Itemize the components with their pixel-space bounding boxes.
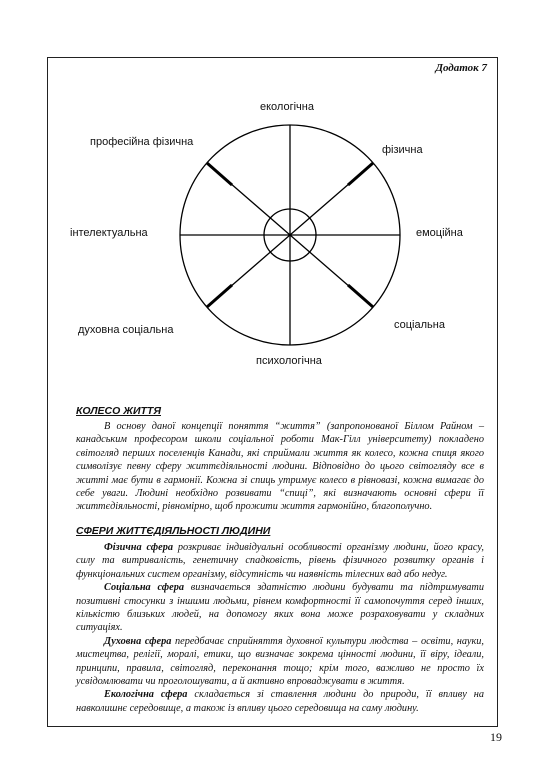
wheel-of-life-text: В основу даної концепції поняття “життя” (запропонованої Біллом Райном – канадським професором школи соціальної роботи Мак-Гілл університету) покладено світогляд перших поселенців Канади, які сприймали життя як колесо, кожна спиця якого символізує певну сферу життєдіяльності людини. Відповідно до цього світогляду все в житті має бути в гармонії. Кожна зі спиць утримує колесо в рівновазі, кожна вимагає до себе уваги. Людині необхідно розвивати “спиці”, які визначають основні сфери її життєдіяльності, рівномірно, щоб прожити життя гармонійно, благополучно. [76,421,484,513]
physical-sphere-paragraph [76,541,484,581]
ecological-sphere-term: Екологічна сфера [104,689,188,701]
spoke-highlight-bottom-right [348,285,373,307]
appendix-label: Додаток 7 [435,62,487,74]
wheel-label-psychological: психологічна [256,355,322,367]
section-title-wheel-of-life: КОЛЕСО ЖИТТЯ [76,405,161,417]
ecological-sphere-text: складається зі ставлення людини до природи, її впливу на навколишнє середовище, а також із впливу цього середовища на саму людину. [76,689,484,714]
section-title-life-spheres: СФЕРИ ЖИТТЄДІЯЛЬНОСТІ ЛЮДИНИ [76,525,271,537]
life-spheres-text [76,541,484,715]
spoke-highlight-bottom-left [207,285,232,307]
social-sphere-text: визначається здатністю людини будувати та підтримувати позитивні стосунки з іншими людьми, рівнем комфортності її самопочуття серед інших, кількістю близьких людей, на допомогу яких вона може розраховувати у складних ситуаціях. [76,582,484,634]
physical-sphere-text: розкриває індивідуальні особливості організму людини, його красу, силу та витривалість, генетичну спадковість, рівень фізичного розвитку органів і функціональних систем організму, відсутність чи наявність тілесних вад або недуг. [76,542,484,580]
spiritual-sphere-paragraph [76,635,484,689]
wheel-label-professional-physical: професійна фізична [90,136,194,148]
wheel-label-intellectual: інтелектуальна [70,227,148,239]
spoke-highlight-top-left [207,163,232,185]
wheel-label-emotional: емоційна [416,227,463,239]
wheel-label-social: соціальна [394,319,445,331]
wheel-label-spiritual-social: духовна соціальна [78,324,174,336]
physical-sphere-term: Фізична сфера [104,542,173,553]
social-sphere-term: Соціальна сфера [104,582,185,594]
page-number: 19 [490,730,502,744]
wheel-of-life-paragraph [76,420,484,514]
spoke-highlight-top-right [348,163,373,185]
social-sphere-paragraph [76,581,484,635]
wheel-label-ecological: екологічна [260,101,314,113]
spiritual-sphere-term: Духовна сфера [104,635,172,647]
spiritual-sphere-text: передбачає сприйняття духовної культури людства – освіти, науки, мистецтва, релігії, моралі, етики, що визначає зокрема цінності людини, її віру, ідеали, принципи, правила, світогляд, переконання тощо; крім того, важливо не просто їх усвідомлювати чи проголошувати, а й активно впроваджувати в життя. [76,635,484,688]
wheel-label-physical: фізична [382,144,423,156]
ecological-sphere-paragraph [76,688,484,715]
